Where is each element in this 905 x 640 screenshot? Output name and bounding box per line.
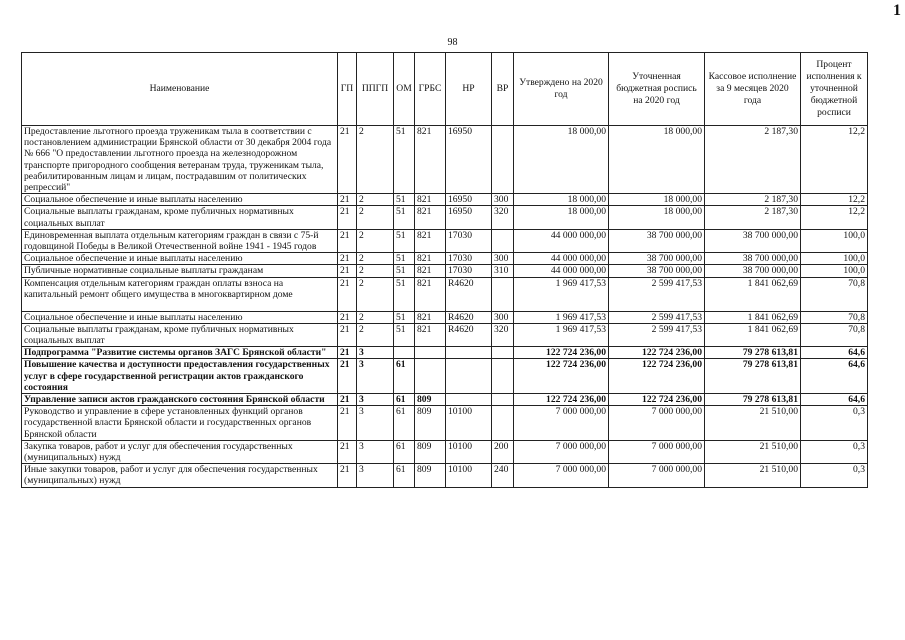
- cell-np: 17030: [446, 265, 492, 277]
- cell-vr: 300: [492, 253, 514, 265]
- table-body: [22, 126, 868, 488]
- cell-percent: 70,8: [801, 277, 868, 311]
- cell-grbs: 821: [415, 277, 446, 311]
- cell-np: 17030: [446, 229, 492, 252]
- cell-om: 51: [394, 277, 415, 311]
- cell-name: Социальное обеспечение и иные выплаты населению: [22, 253, 338, 265]
- cell-cash: 1 841 062,69: [705, 323, 801, 346]
- cell-percent: 100,0: [801, 229, 868, 252]
- cell-approved: 44 000 000,00: [514, 229, 609, 252]
- cell-vr: 300: [492, 311, 514, 323]
- cell-grbs: 821: [415, 265, 446, 277]
- cell-ppgp: 3: [357, 359, 394, 394]
- cell-refined: 38 700 000,00: [609, 265, 705, 277]
- cell-np: R4620: [446, 323, 492, 346]
- budget-table: [21, 52, 868, 488]
- cell-refined: 18 000,00: [609, 126, 705, 194]
- table-row: [22, 265, 868, 277]
- cell-np: 16950: [446, 126, 492, 194]
- cell-np: R4620: [446, 277, 492, 311]
- cell-cash: 79 278 613,81: [705, 347, 801, 359]
- cell-grbs: 821: [415, 194, 446, 206]
- cell-vr: [492, 394, 514, 406]
- table-row: [22, 277, 868, 311]
- cell-ppgp: 3: [357, 464, 394, 487]
- cell-refined: 2 599 417,53: [609, 323, 705, 346]
- header-gp: ГП: [338, 53, 357, 126]
- cell-grbs: 821: [415, 126, 446, 194]
- cell-name: Повышение качества и доступности предоставления государственных услуг в сфере государственной регистрации актов гражданского состояния: [22, 359, 338, 394]
- cell-name: Социальное обеспечение и иные выплаты населению: [22, 194, 338, 206]
- header-ppgp: ППГП: [357, 53, 394, 126]
- cell-gp: 21: [338, 359, 357, 394]
- cell-refined: 7 000 000,00: [609, 440, 705, 463]
- cell-grbs: 821: [415, 206, 446, 229]
- cell-gp: 21: [338, 311, 357, 323]
- table-row: [22, 206, 868, 229]
- header-name: Наименование: [22, 53, 338, 126]
- cell-name: Компенсация отдельным категориям граждан оплаты взноса на капитальный ремонт общего имущества в многоквартирном доме: [22, 277, 338, 311]
- cell-om: 61: [394, 464, 415, 487]
- cell-approved: 18 000,00: [514, 206, 609, 229]
- cell-percent: 64,6: [801, 359, 868, 394]
- cell-percent: 70,8: [801, 323, 868, 346]
- cell-om: 61: [394, 359, 415, 394]
- cell-percent: 70,8: [801, 311, 868, 323]
- cell-gp: 21: [338, 406, 357, 441]
- cell-om: 51: [394, 126, 415, 194]
- cell-percent: 100,0: [801, 265, 868, 277]
- cell-percent: 0,3: [801, 406, 868, 441]
- cell-ppgp: 3: [357, 406, 394, 441]
- header-grbs: ГРБС: [415, 53, 446, 126]
- cell-om: 61: [394, 440, 415, 463]
- cell-name: Единовременная выплата отдельным категориям граждан в связи с 75-й годовщиной Победы в Великой Отечественной войне 1941 - 1945 годов: [22, 229, 338, 252]
- table-row: [22, 464, 868, 487]
- cell-grbs: 821: [415, 311, 446, 323]
- cell-np: 10100: [446, 406, 492, 441]
- cell-om: 51: [394, 194, 415, 206]
- cell-name: Публичные нормативные социальные выплаты гражданам: [22, 265, 338, 277]
- cell-grbs: [415, 359, 446, 394]
- cell-grbs: 809: [415, 406, 446, 441]
- cell-om: 51: [394, 311, 415, 323]
- header-np: НР: [446, 53, 492, 126]
- cell-approved: 1 969 417,53: [514, 323, 609, 346]
- cell-percent: 0,3: [801, 440, 868, 463]
- cell-cash: 21 510,00: [705, 440, 801, 463]
- table-row: [22, 347, 868, 359]
- cell-cash: 21 510,00: [705, 406, 801, 441]
- cell-grbs: 809: [415, 440, 446, 463]
- cell-name: Иные закупки товаров, работ и услуг для обеспечения государственных (муниципальных) нужд: [22, 464, 338, 487]
- cell-vr: [492, 126, 514, 194]
- table-row: [22, 359, 868, 394]
- cell-percent: 64,6: [801, 347, 868, 359]
- corner-mark: 1: [893, 2, 901, 19]
- cell-percent: 12,2: [801, 194, 868, 206]
- cell-cash: 79 278 613,81: [705, 359, 801, 394]
- cell-refined: 7 000 000,00: [609, 464, 705, 487]
- cell-gp: 21: [338, 323, 357, 346]
- cell-cash: 2 187,30: [705, 194, 801, 206]
- cell-ppgp: 2: [357, 126, 394, 194]
- cell-approved: 44 000 000,00: [514, 253, 609, 265]
- header-om: ОМ: [394, 53, 415, 126]
- cell-cash: 2 187,30: [705, 126, 801, 194]
- cell-vr: 200: [492, 440, 514, 463]
- cell-cash: 1 841 062,69: [705, 277, 801, 311]
- cell-ppgp: 2: [357, 194, 394, 206]
- cell-np: [446, 394, 492, 406]
- cell-vr: 320: [492, 206, 514, 229]
- cell-cash: 38 700 000,00: [705, 253, 801, 265]
- cell-grbs: 821: [415, 323, 446, 346]
- cell-name: Закупка товаров, работ и услуг для обеспечения государственных (муниципальных) нужд: [22, 440, 338, 463]
- cell-ppgp: 2: [357, 323, 394, 346]
- cell-approved: 122 724 236,00: [514, 359, 609, 394]
- cell-refined: 122 724 236,00: [609, 347, 705, 359]
- cell-om: 51: [394, 253, 415, 265]
- cell-om: 51: [394, 323, 415, 346]
- cell-gp: 21: [338, 347, 357, 359]
- cell-np: [446, 359, 492, 394]
- cell-np: 10100: [446, 464, 492, 487]
- cell-approved: 1 969 417,53: [514, 277, 609, 311]
- cell-om: 51: [394, 229, 415, 252]
- cell-refined: 2 599 417,53: [609, 311, 705, 323]
- page-number: 98: [447, 37, 458, 48]
- cell-np: [446, 347, 492, 359]
- cell-ppgp: 3: [357, 440, 394, 463]
- cell-grbs: 809: [415, 464, 446, 487]
- cell-grbs: 821: [415, 229, 446, 252]
- cell-gp: 21: [338, 206, 357, 229]
- cell-np: 16950: [446, 206, 492, 229]
- cell-cash: 38 700 000,00: [705, 265, 801, 277]
- cell-name: Управление записи актов гражданского состояния Брянской области: [22, 394, 338, 406]
- table-row: [22, 440, 868, 463]
- cell-gp: 21: [338, 194, 357, 206]
- cell-om: [394, 347, 415, 359]
- cell-gp: 21: [338, 277, 357, 311]
- table-row: [22, 194, 868, 206]
- cell-approved: 44 000 000,00: [514, 265, 609, 277]
- cell-vr: 320: [492, 323, 514, 346]
- cell-gp: 21: [338, 229, 357, 252]
- cell-vr: [492, 406, 514, 441]
- cell-grbs: [415, 347, 446, 359]
- cell-approved: 7 000 000,00: [514, 464, 609, 487]
- cell-approved: 1 969 417,53: [514, 311, 609, 323]
- cell-np: 16950: [446, 194, 492, 206]
- cell-vr: [492, 359, 514, 394]
- table-row: [22, 406, 868, 441]
- table-row: [22, 323, 868, 346]
- cell-np: R4620: [446, 311, 492, 323]
- cell-name: Социальные выплаты гражданам, кроме публичных нормативных социальных выплат: [22, 206, 338, 229]
- cell-ppgp: 3: [357, 347, 394, 359]
- cell-name: Подпрограмма "Развитие системы органов ЗАГС Брянской области": [22, 347, 338, 359]
- cell-vr: 300: [492, 194, 514, 206]
- cell-approved: 7 000 000,00: [514, 406, 609, 441]
- cell-vr: 240: [492, 464, 514, 487]
- table-row: [22, 126, 868, 194]
- header-cash: Кассовое исполнение за 9 месяцев 2020 года: [705, 53, 801, 126]
- cell-refined: 38 700 000,00: [609, 229, 705, 252]
- cell-om: 51: [394, 206, 415, 229]
- header-refined: Уточненная бюджетная роспись на 2020 год: [609, 53, 705, 126]
- cell-ppgp: 3: [357, 394, 394, 406]
- cell-name: Предоставление льготного проезда труженикам тыла в соответствии с постановлением администрации Брянской области от 30 декабря 2004 года № 666 "О предоставлении льготного проезда на железнодорожном транспорте пригородного сообщения ветеранам труда, труженикам тыла, реабилитированным лицам и лицам, пострадавшим от политических репрессий": [22, 126, 338, 194]
- cell-gp: 21: [338, 126, 357, 194]
- cell-gp: 21: [338, 440, 357, 463]
- cell-cash: 79 278 613,81: [705, 394, 801, 406]
- cell-ppgp: 2: [357, 229, 394, 252]
- cell-gp: 21: [338, 265, 357, 277]
- cell-name: Руководство и управление в сфере установленных функций органов государственной власти Брянской области и государственных органов Брянской области: [22, 406, 338, 441]
- cell-ppgp: 2: [357, 311, 394, 323]
- cell-ppgp: 2: [357, 277, 394, 311]
- cell-refined: 18 000,00: [609, 206, 705, 229]
- cell-approved: 18 000,00: [514, 194, 609, 206]
- cell-gp: 21: [338, 253, 357, 265]
- cell-percent: 12,2: [801, 126, 868, 194]
- cell-np: 10100: [446, 440, 492, 463]
- cell-percent: 0,3: [801, 464, 868, 487]
- table-row: [22, 229, 868, 252]
- cell-refined: 122 724 236,00: [609, 394, 705, 406]
- cell-approved: 122 724 236,00: [514, 347, 609, 359]
- cell-cash: 38 700 000,00: [705, 229, 801, 252]
- cell-name: Социальные выплаты гражданам, кроме публичных нормативных социальных выплат: [22, 323, 338, 346]
- cell-om: 61: [394, 406, 415, 441]
- table-row: [22, 311, 868, 323]
- cell-cash: 21 510,00: [705, 464, 801, 487]
- cell-refined: 122 724 236,00: [609, 359, 705, 394]
- cell-ppgp: 2: [357, 265, 394, 277]
- cell-np: 17030: [446, 253, 492, 265]
- cell-refined: 38 700 000,00: [609, 253, 705, 265]
- cell-ppgp: 2: [357, 253, 394, 265]
- cell-om: 51: [394, 265, 415, 277]
- header-vr: ВР: [492, 53, 514, 126]
- cell-vr: [492, 229, 514, 252]
- cell-ppgp: 2: [357, 206, 394, 229]
- cell-percent: 100,0: [801, 253, 868, 265]
- cell-cash: 2 187,30: [705, 206, 801, 229]
- header-percent: Процент исполнения к уточненной бюджетной росписи: [801, 53, 868, 126]
- cell-approved: 18 000,00: [514, 126, 609, 194]
- cell-refined: 7 000 000,00: [609, 406, 705, 441]
- cell-gp: 21: [338, 464, 357, 487]
- cell-gp: 21: [338, 394, 357, 406]
- cell-percent: 64,6: [801, 394, 868, 406]
- cell-vr: [492, 347, 514, 359]
- table-row: [22, 394, 868, 406]
- cell-name: Социальное обеспечение и иные выплаты населению: [22, 311, 338, 323]
- cell-percent: 12,2: [801, 206, 868, 229]
- cell-vr: [492, 277, 514, 311]
- table-row: [22, 253, 868, 265]
- cell-cash: 1 841 062,69: [705, 311, 801, 323]
- cell-refined: 18 000,00: [609, 194, 705, 206]
- cell-om: 61: [394, 394, 415, 406]
- table-header-row: [22, 53, 868, 126]
- header-approved: Утверждено на 2020 год: [514, 53, 609, 126]
- cell-grbs: 809: [415, 394, 446, 406]
- cell-approved: 7 000 000,00: [514, 440, 609, 463]
- cell-refined: 2 599 417,53: [609, 277, 705, 311]
- cell-vr: 310: [492, 265, 514, 277]
- cell-approved: 122 724 236,00: [514, 394, 609, 406]
- cell-grbs: 821: [415, 253, 446, 265]
